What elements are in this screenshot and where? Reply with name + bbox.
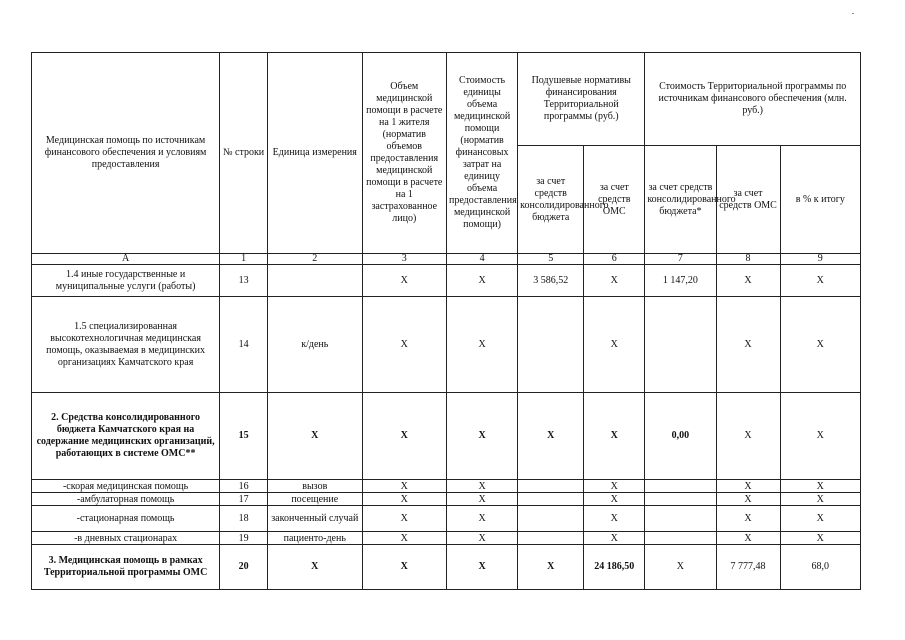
row-col8: X: [716, 506, 780, 532]
row-col9: 68,0: [780, 545, 860, 590]
header-unit: Единица измерения: [267, 53, 362, 254]
header-row-1: [32, 53, 861, 146]
row-col8: X: [716, 393, 780, 480]
row-col9: X: [780, 297, 860, 393]
row-unit: X: [267, 393, 362, 480]
row-col6: X: [584, 480, 645, 493]
row-col6: X: [584, 506, 645, 532]
row-name: 3. Медицинская помощь в рамках Территориальной программы ОМС: [32, 545, 220, 590]
row-col4: X: [446, 506, 517, 532]
row-col8: 7 777,48: [716, 545, 780, 590]
table-row: [32, 480, 861, 493]
header-col6: за счет средств ОМС: [584, 146, 645, 254]
table-row: [32, 493, 861, 506]
row-col3: X: [362, 545, 446, 590]
header-col9: в % к итогу: [780, 146, 860, 254]
header-program-cost-group: Стоимость Территориальной программы по источникам финансового обеспечения (млн. руб.): [645, 53, 861, 146]
row-number: 15: [220, 393, 268, 480]
row-col8: X: [716, 297, 780, 393]
row-name: 2. Средства консолидированного бюджета Камчатского края на содержание медицинских организаций, работающих в системе ОМС**: [32, 393, 220, 480]
index-cell: 5: [518, 254, 584, 265]
row-col6: 24 186,50: [584, 545, 645, 590]
row-col7: 1 147,20: [645, 265, 716, 297]
row-col5: 3 586,52: [518, 265, 584, 297]
row-col4: X: [446, 493, 517, 506]
row-name: -скорая медицинская помощь: [32, 480, 220, 493]
index-cell: 1: [220, 254, 268, 265]
row-col4: X: [446, 297, 517, 393]
row-name: -в дневных стационарах: [32, 532, 220, 545]
row-col3: X: [362, 480, 446, 493]
row-col4: X: [446, 532, 517, 545]
row-unit: [267, 265, 362, 297]
row-col5: [518, 532, 584, 545]
row-col9: X: [780, 480, 860, 493]
index-cell: 9: [780, 254, 860, 265]
row-col3: X: [362, 265, 446, 297]
row-col4: X: [446, 545, 517, 590]
table-row: [32, 532, 861, 545]
header-row-number: № строки: [220, 53, 268, 254]
row-col7: [645, 493, 716, 506]
row-col5: X: [518, 393, 584, 480]
row-col3: X: [362, 297, 446, 393]
row-name: -амбулаторная помощь: [32, 493, 220, 506]
row-col6: X: [584, 393, 645, 480]
row-unit: к/день: [267, 297, 362, 393]
row-col4: X: [446, 265, 517, 297]
row-number: 18: [220, 506, 268, 532]
index-cell: 6: [584, 254, 645, 265]
row-col6: X: [584, 297, 645, 393]
row-unit: X: [267, 545, 362, 590]
program-cost-table: [31, 52, 861, 590]
row-col8: X: [716, 493, 780, 506]
row-col7: [645, 297, 716, 393]
row-col7: [645, 532, 716, 545]
table-row: [32, 265, 861, 297]
row-col8: X: [716, 532, 780, 545]
row-name: 1.4 иные государственные и муниципальные услуги (работы): [32, 265, 220, 297]
row-unit: пациенто-день: [267, 532, 362, 545]
row-col3: X: [362, 393, 446, 480]
header-care-type: Медицинская помощь по источникам финансового обеспечения и условиям предоставления: [32, 53, 220, 254]
row-col3: X: [362, 506, 446, 532]
row-col6: X: [584, 265, 645, 297]
row-number: 19: [220, 532, 268, 545]
header-unit-cost: Стоимость единицы объема медицинской помощи (норматив финансовых затрат на единицу объема предоставления медицинской помощи): [446, 53, 517, 254]
row-col9: X: [780, 393, 860, 480]
scan-speck: [852, 13, 854, 14]
row-col6: X: [584, 532, 645, 545]
index-cell: 4: [446, 254, 517, 265]
row-col5: [518, 480, 584, 493]
table-row: [32, 506, 861, 532]
row-col7: 0,00: [645, 393, 716, 480]
row-col7: [645, 506, 716, 532]
header-col5: за счет средств консолидированного бюджета: [518, 146, 584, 254]
row-col7: X: [645, 545, 716, 590]
row-name: -стационарная помощь: [32, 506, 220, 532]
header-col8: за счет средств ОМС: [716, 146, 780, 254]
row-col4: X: [446, 480, 517, 493]
row-number: 17: [220, 493, 268, 506]
row-col7: [645, 480, 716, 493]
row-unit: посещение: [267, 493, 362, 506]
row-col8: X: [716, 265, 780, 297]
row-col9: X: [780, 493, 860, 506]
table-row: [32, 545, 861, 590]
table-row: [32, 393, 861, 480]
row-col3: X: [362, 532, 446, 545]
row-col4: X: [446, 393, 517, 480]
index-cell: А: [32, 254, 220, 265]
row-col5: X: [518, 545, 584, 590]
row-col5: [518, 297, 584, 393]
header-volume: Объем медицинской помощи в расчете на 1 жителя (норматив объемов предоставления медицинской помощи в расчете на 1 застрахованное лицо): [362, 53, 446, 254]
column-index-row: [32, 254, 861, 265]
row-col5: [518, 493, 584, 506]
row-col3: X: [362, 493, 446, 506]
row-number: 16: [220, 480, 268, 493]
row-col6: X: [584, 493, 645, 506]
header-col7: за счет средств консолидированного бюджета*: [645, 146, 716, 254]
index-cell: 8: [716, 254, 780, 265]
row-col9: X: [780, 506, 860, 532]
row-col9: X: [780, 265, 860, 297]
row-unit: законченный случай: [267, 506, 362, 532]
index-cell: 2: [267, 254, 362, 265]
row-col9: X: [780, 532, 860, 545]
row-col5: [518, 506, 584, 532]
row-number: 14: [220, 297, 268, 393]
row-number: 20: [220, 545, 268, 590]
row-col8: X: [716, 480, 780, 493]
index-cell: 3: [362, 254, 446, 265]
index-cell: 7: [645, 254, 716, 265]
row-name: 1.5 специализированная высокотехнологичная медицинская помощь, оказываемая в медицинских организациях Камчатского края: [32, 297, 220, 393]
table-row: [32, 297, 861, 393]
header-per-capita-group: Подушевые нормативы финансирования Территориальной программы (руб.): [518, 53, 645, 146]
row-unit: вызов: [267, 480, 362, 493]
row-number: 13: [220, 265, 268, 297]
